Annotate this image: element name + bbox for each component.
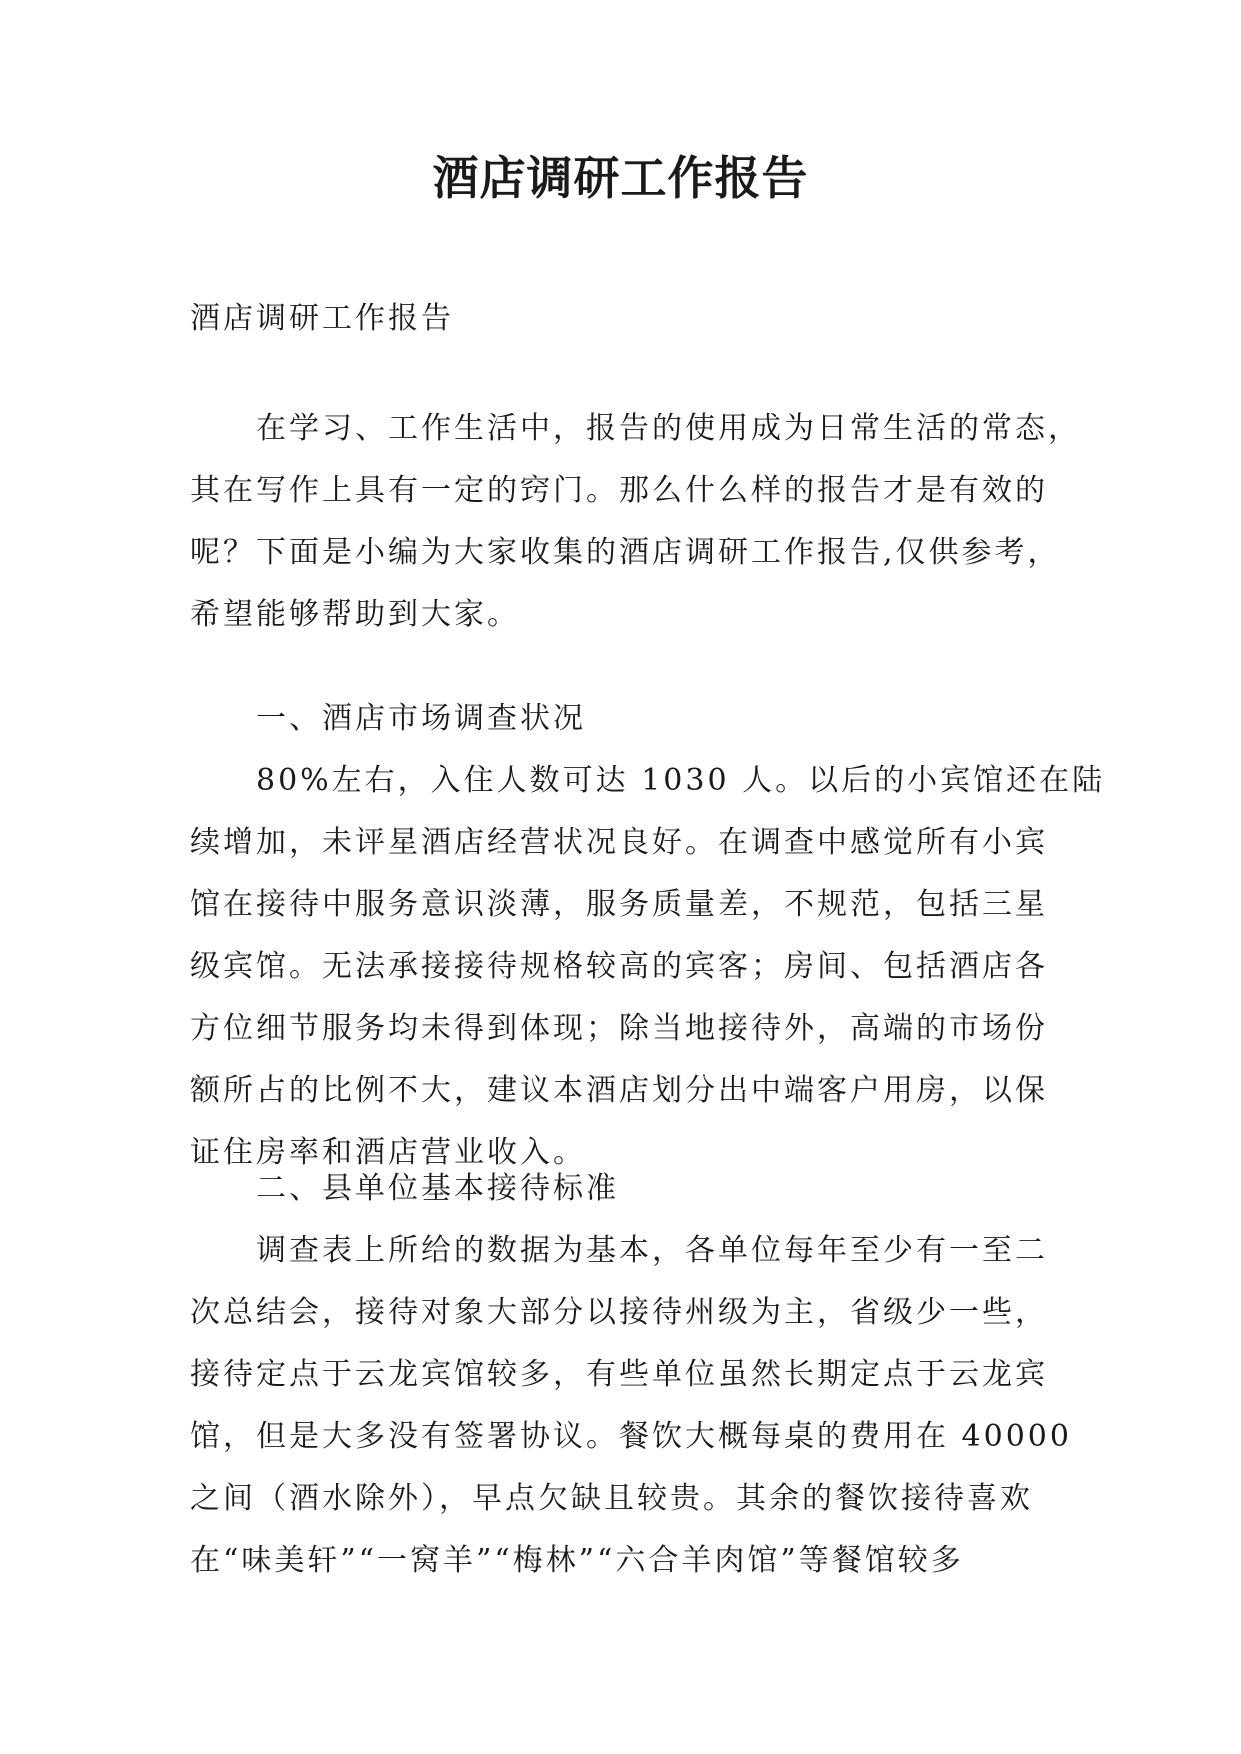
intro-line: 在学习、工作生活中，报告的使用成为日常生活的常态，: [256, 411, 1081, 446]
section-1-line: 馆在接待中服务意识淡薄，服务质量差，不规范，包括三星: [190, 887, 1048, 922]
section-2-line: 次总结会，接待对象大部分以接待州级为主，省级少一些，: [190, 1295, 1048, 1330]
section-2-line: 在“味美轩”“一窝羊”“梅林”“六合羊肉馆”等餐馆较多: [190, 1543, 964, 1578]
section-1-heading: 一、酒店市场调查状况: [256, 701, 586, 736]
section-1-line: 方位细节服务均未得到体现；除当地接待外，高端的市场份: [190, 1011, 1048, 1046]
section-1: [190, 688, 1106, 1184]
intro-line: 其在写作上具有一定的窍门。那么什么样的报告才是有效的: [190, 473, 1048, 508]
intro-line: 呢？下面是小编为大家收集的酒店调研工作报告,仅供参考，: [190, 535, 1061, 570]
section-2-line: 接待定点于云龙宾馆较多，有些单位虽然长期定点于云龙宾: [190, 1357, 1048, 1392]
section-1-line: 级宾馆。无法承接接待规格较高的宾客；房间、包括酒店各: [190, 949, 1048, 984]
section-2-line: 调查表上所给的数据为基本，各单位每年至少有一至二: [256, 1233, 1048, 1268]
section-1-line: 80%左右，入住人数可达 1030 人。以后的小宾馆还在陆: [256, 763, 1106, 798]
section-1-line: 额所占的比例不大，建议本酒店划分出中端客户用房，以保: [190, 1073, 1048, 1108]
intro-line: 希望能够帮助到大家。: [190, 597, 520, 632]
document-title: 酒店调研工作报告: [432, 151, 809, 205]
document-subtitle: [190, 288, 1050, 350]
subtitle-line: 酒店调研工作报告: [190, 301, 454, 336]
section-2-heading: 二、县单位基本接待标准: [256, 1171, 619, 1206]
section-2-line: 馆，但是大多没有签署协议。餐饮大概每桌的费用在 40000: [190, 1419, 1072, 1454]
intro-paragraph: [190, 398, 1081, 646]
section-1-line: 续增加，未评星酒店经营状况良好。在调查中感觉所有小宾: [190, 825, 1048, 860]
section-2: [190, 1158, 1072, 1592]
section-2-line: 之间（酒水除外），早点欠缺且较贵。其余的餐饮接待喜欢: [190, 1481, 1033, 1516]
section-1-line: 证住房率和酒店营业收入。: [190, 1135, 586, 1170]
